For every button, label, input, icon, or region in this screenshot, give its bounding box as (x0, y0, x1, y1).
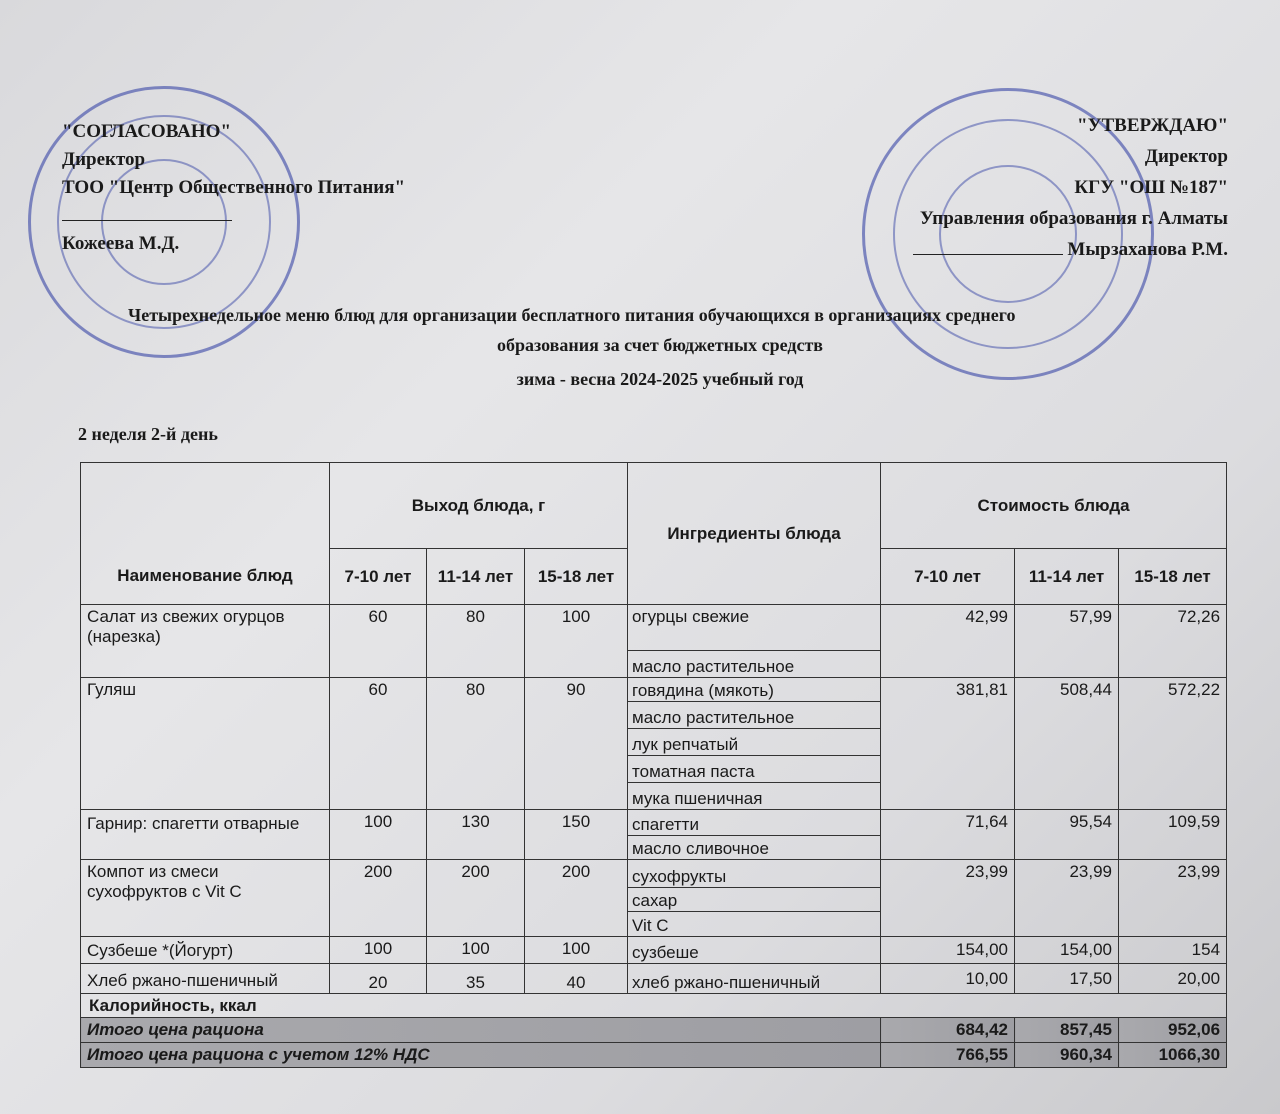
yield-15-18: 200 (525, 860, 628, 937)
total-row (81, 1018, 1227, 1043)
yield-15-18: 90 (525, 678, 628, 810)
table-row (81, 678, 1227, 702)
cost-11-14: 95,54 (1015, 810, 1119, 860)
cost-11-14: 154,00 (1015, 937, 1119, 964)
cost-15-18: 23,99 (1119, 860, 1227, 937)
cost-7-10: 71,64 (881, 810, 1015, 860)
approve-person: Мырзаханова Р.М. (913, 234, 1228, 265)
total-11-14: 857,45 (1015, 1018, 1119, 1043)
header-yield: Выход блюда, г (330, 463, 628, 549)
approve-heading: "УТВЕРЖДАЮ" (1077, 115, 1228, 136)
yield-11-14: 200 (427, 860, 525, 937)
cost-7-10: 381,81 (881, 678, 1015, 810)
signature-line (62, 202, 405, 230)
yield-15-18: 40 (525, 964, 628, 994)
cost-7-10: 42,99 (881, 605, 1015, 678)
table-row (81, 810, 1227, 836)
total-vat-11-14: 960,34 (1015, 1043, 1119, 1068)
calories-row (81, 994, 1227, 1018)
yield-7-10: 100 (330, 937, 427, 964)
title-line-2: образования за счет бюджетных средств (496, 335, 824, 355)
cost-11-14: 17,50 (1015, 964, 1119, 994)
total-vat-row (81, 1043, 1227, 1068)
document-title (120, 300, 1200, 394)
approve-role: Директор (1144, 146, 1228, 167)
ingredient: сухофрукты (628, 860, 881, 888)
calories-label: Калорийность, ккал (81, 994, 1227, 1018)
header-cost-age-11-14: 11-14 лет (1015, 549, 1119, 605)
yield-7-10: 60 (330, 605, 427, 678)
ingredient: Vit C (628, 912, 881, 937)
cost-11-14: 57,99 (1015, 605, 1119, 678)
title-line-1: Четырехнедельное меню блюд для организации бесплатного питания обучающихся в организациях среднего (128, 305, 1016, 325)
header-yield-age-15-18: 15-18 лет (525, 549, 628, 605)
table-row (81, 937, 1227, 964)
header-yield-age-11-14: 11-14 лет (427, 549, 525, 605)
ingredient: лук репчатый (628, 729, 881, 756)
approved-heading: "СОГЛАСОВАНО" (62, 121, 232, 142)
yield-11-14: 35 (427, 964, 525, 994)
cost-7-10: 154,00 (881, 937, 1015, 964)
table-row (81, 964, 1227, 994)
yield-11-14: 80 (427, 678, 525, 810)
header-dish-name: Наименование блюд (81, 463, 330, 605)
approved-org: ТОО "Центр Общественного Питания" (62, 177, 406, 198)
total-vat-label: Итого цена рациона с учетом 12% НДС (81, 1043, 881, 1068)
approved-role: Директор (62, 149, 146, 170)
dish-name: Хлеб ржано-пшеничный (81, 964, 330, 994)
dish-name: Гуляш (81, 678, 330, 810)
yield-7-10: 100 (330, 810, 427, 860)
total-vat-15-18: 1066,30 (1119, 1043, 1227, 1068)
approve-org: КГУ "ОШ №187" (1074, 177, 1228, 198)
title-line-3: зима - весна 2024-2025 учебный год (516, 369, 804, 389)
day-label: 2 неделя 2-й день (78, 424, 218, 444)
ingredient: спагетти (628, 810, 881, 836)
cost-15-18: 154 (1119, 937, 1227, 964)
cost-11-14: 23,99 (1015, 860, 1119, 937)
ingredient: масло растительное (628, 702, 881, 729)
yield-7-10: 20 (330, 964, 427, 994)
ingredient: огурцы свежие (628, 605, 881, 651)
approved-person: Кожеева М.Д. (62, 233, 180, 254)
ingredient: сузбеше (628, 937, 881, 964)
yield-15-18: 100 (525, 605, 628, 678)
yield-11-14: 100 (427, 937, 525, 964)
approval-block-left (62, 118, 405, 258)
yield-11-14: 130 (427, 810, 525, 860)
dish-name: Компот из смеси сухофруктов с Vit C (81, 860, 330, 937)
header-cost-age-7-10: 7-10 лет (881, 549, 1015, 605)
yield-11-14: 80 (427, 605, 525, 678)
ingredient: мука пшеничная (628, 783, 881, 810)
cost-15-18: 572,22 (1119, 678, 1227, 810)
cost-15-18: 20,00 (1119, 964, 1227, 994)
cost-7-10: 23,99 (881, 860, 1015, 937)
yield-15-18: 150 (525, 810, 628, 860)
approve-dept: Управления образования г. Алматы (919, 208, 1228, 229)
menu-table (80, 462, 1227, 1068)
header-yield-age-7-10: 7-10 лет (330, 549, 427, 605)
table-row (81, 860, 1227, 888)
header-ingredients: Ингредиенты блюда (628, 463, 881, 605)
dish-name: Сузбеше *(Йогурт) (81, 937, 330, 964)
cost-11-14: 508,44 (1015, 678, 1119, 810)
ingredient: масло сливочное (628, 836, 881, 860)
cost-15-18: 72,26 (1119, 605, 1227, 678)
yield-7-10: 200 (330, 860, 427, 937)
header-cost: Стоимость блюда (881, 463, 1227, 549)
yield-7-10: 60 (330, 678, 427, 810)
ingredient: говядина (мякоть) (628, 678, 881, 702)
ingredient: сахар (628, 888, 881, 912)
dish-name: Гарнир: спагетти отварные (81, 810, 330, 860)
cost-7-10: 10,00 (881, 964, 1015, 994)
header-cost-age-15-18: 15-18 лет (1119, 549, 1227, 605)
yield-15-18: 100 (525, 937, 628, 964)
ingredient: хлеб ржано-пшеничный (628, 964, 881, 994)
total-label: Итого цена рациона (81, 1018, 881, 1043)
approval-block-right (913, 110, 1228, 265)
total-vat-7-10: 766,55 (881, 1043, 1015, 1068)
ingredient: томатная паста (628, 756, 881, 783)
total-15-18: 952,06 (1119, 1018, 1227, 1043)
table-row (81, 605, 1227, 651)
cost-15-18: 109,59 (1119, 810, 1227, 860)
total-7-10: 684,42 (881, 1018, 1015, 1043)
ingredient: масло растительное (628, 651, 881, 678)
dish-name: Салат из свежих огурцов (нарезка) (81, 605, 330, 678)
